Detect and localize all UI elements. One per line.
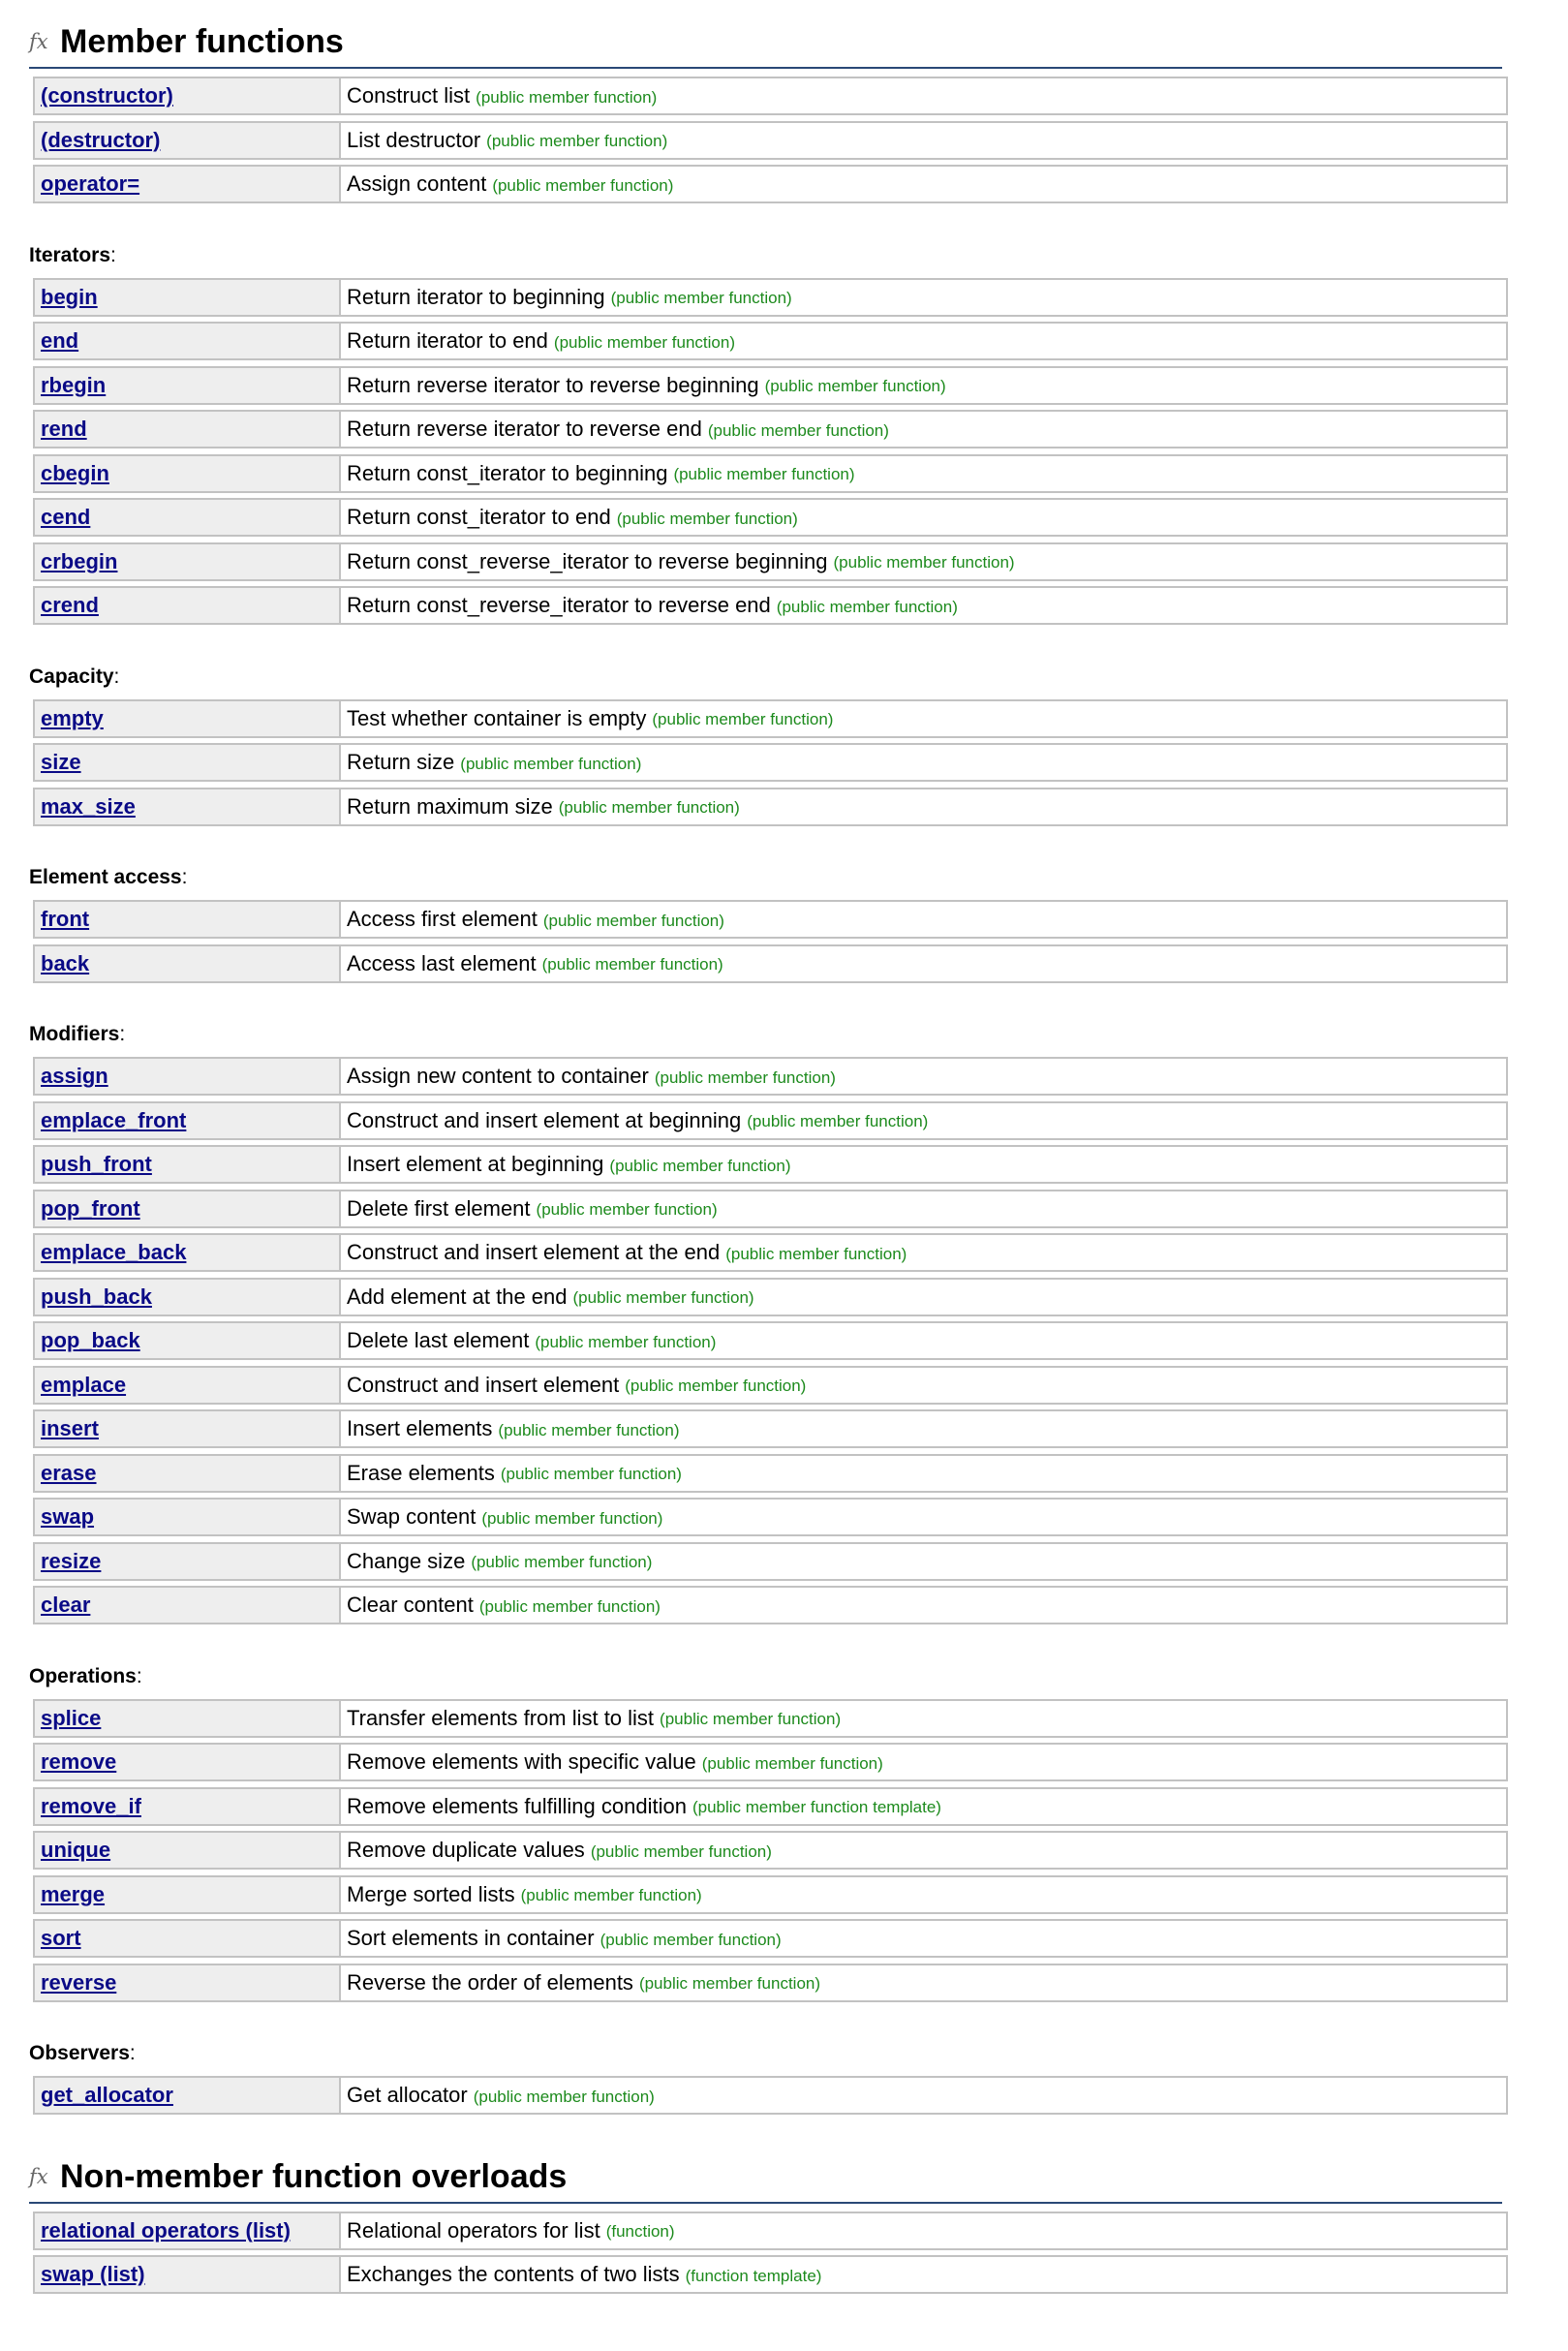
function-kind-note: (public member function) — [535, 1332, 717, 1351]
function-row — [33, 1498, 1508, 1536]
function-kind-note: (public member function) — [616, 509, 798, 528]
function-list — [33, 900, 1511, 983]
function-description-cell — [341, 1191, 1506, 1226]
function-list — [33, 1699, 1511, 2002]
function-kind-note: (public member function) — [652, 710, 834, 728]
heading-title: Member functions — [60, 23, 344, 60]
function-kind-note: (public member function) — [725, 1244, 907, 1263]
function-kind-note: (public member function) — [654, 1067, 836, 1087]
function-description: Swap content — [347, 1504, 477, 1529]
function-description-cell — [341, 2078, 1506, 2113]
heading-title: Non-member function overloads — [60, 2157, 568, 2195]
function-row — [33, 1409, 1508, 1448]
function-description: Relational operators for list — [347, 2217, 600, 2243]
function-description-cell — [341, 902, 1506, 937]
function-description: Construct list — [347, 83, 471, 108]
function-row — [33, 1233, 1508, 1272]
function-description: Assign content — [347, 171, 487, 196]
function-link[interactable]: push_front — [41, 1152, 152, 1176]
function-description-cell — [341, 167, 1506, 201]
function-row — [33, 1190, 1508, 1228]
function-kind-note: (public member function) — [541, 955, 723, 974]
group-label-text: Iterators — [29, 243, 111, 266]
function-list — [33, 699, 1511, 826]
function-kind-note: (public member function) — [473, 2087, 655, 2106]
group-label — [29, 1020, 1511, 1049]
group-label — [29, 241, 1511, 270]
function-name-cell — [35, 2213, 341, 2248]
function-link[interactable]: emplace — [41, 1372, 127, 1397]
function-description: Change size — [347, 1548, 466, 1573]
function-description: Merge sorted lists — [347, 1881, 515, 1906]
function-name-cell — [35, 78, 341, 113]
function-name-cell — [35, 588, 341, 623]
function-name-cell — [35, 1191, 341, 1226]
function-link[interactable]: back — [41, 950, 90, 975]
function-kind-note: (public member function) — [492, 175, 674, 195]
function-row — [33, 121, 1508, 160]
function-row — [33, 1542, 1508, 1581]
function-row — [33, 1787, 1508, 1826]
function-row — [33, 1101, 1508, 1140]
function-name-cell — [35, 745, 341, 780]
function-description-cell — [341, 745, 1506, 780]
function-kind-note: (public member function) — [486, 132, 668, 150]
function-row — [33, 699, 1508, 738]
function-kind-note: (public member function) — [590, 1841, 772, 1861]
group-label — [29, 863, 1511, 892]
function-kind-note: (public member function) — [476, 87, 658, 107]
function-description-cell — [341, 1323, 1506, 1358]
function-row — [33, 1145, 1508, 1184]
function-description-cell — [341, 280, 1506, 315]
function-description-cell — [341, 412, 1506, 447]
function-description: Return size — [347, 750, 455, 774]
member-functions-heading — [29, 22, 1502, 69]
function-kind-note: (function template) — [685, 2266, 822, 2285]
function-description: Construct and insert element at the end — [347, 1240, 721, 1264]
function-description-cell — [341, 1544, 1506, 1579]
function-description: Return iterator to beginning — [347, 284, 605, 309]
function-row — [33, 944, 1508, 983]
function-description-cell — [341, 1701, 1506, 1736]
function-link[interactable]: emplace_back — [41, 1240, 187, 1264]
group-label-colon: : — [136, 1664, 142, 1687]
function-link[interactable]: unique — [41, 1838, 111, 1862]
function-link[interactable]: cend — [41, 505, 91, 529]
function-link[interactable]: rend — [41, 417, 87, 441]
function-description: Return const_reverse_iterator to reverse beginning — [347, 548, 828, 573]
function-link[interactable]: relational operators (list) — [41, 2217, 291, 2243]
function-name-cell — [35, 324, 341, 358]
function-link[interactable]: erase — [41, 1460, 97, 1485]
function-kind-note: (public member function) — [542, 911, 724, 930]
group-label-colon: : — [129, 2042, 136, 2064]
function-kind-note: (public member function) — [610, 289, 792, 307]
function-link[interactable]: swap (list) — [41, 2262, 145, 2286]
function-link[interactable]: begin — [41, 284, 98, 309]
function-link[interactable]: size — [41, 750, 81, 774]
function-name-cell — [35, 1323, 341, 1358]
function-name-cell — [35, 1235, 341, 1270]
function-link[interactable]: remove — [41, 1749, 117, 1774]
function-name-cell — [35, 456, 341, 491]
function-kind-note: (public member function) — [553, 332, 735, 352]
function-link[interactable]: insert — [41, 1416, 99, 1440]
function-name-cell — [35, 280, 341, 315]
function-kind-note: (public member function) — [481, 1508, 663, 1528]
function-row — [33, 2255, 1508, 2294]
function-row — [33, 1964, 1508, 2002]
member-function-groups — [29, 77, 1511, 2115]
function-link[interactable]: swap — [41, 1504, 95, 1529]
function-row — [33, 1278, 1508, 1316]
function-description-cell — [341, 123, 1506, 158]
function-name-cell — [35, 1701, 341, 1736]
function-kind-note: (public member function) — [471, 1553, 653, 1571]
function-description: Access first element — [347, 907, 538, 931]
group-label-colon: : — [181, 866, 188, 888]
group-label — [29, 663, 1511, 692]
function-link[interactable]: empty — [41, 705, 104, 730]
function-row — [33, 586, 1508, 625]
function-description-cell — [341, 2213, 1506, 2248]
group-label-colon: : — [113, 665, 120, 688]
function-description-cell — [341, 1789, 1506, 1824]
function-description-cell — [341, 1921, 1506, 1956]
function-description: Return reverse iterator to reverse beginning — [347, 372, 759, 397]
function-description-cell — [341, 1745, 1506, 1779]
function-name-cell — [35, 1103, 341, 1138]
function-name-cell — [35, 1059, 341, 1094]
function-link[interactable]: front — [41, 907, 90, 931]
function-row — [33, 1586, 1508, 1624]
function-name-cell — [35, 1500, 341, 1534]
function-link[interactable]: pop_back — [41, 1328, 140, 1352]
function-list — [33, 1057, 1511, 1624]
function-name-cell — [35, 1411, 341, 1446]
function-description-cell — [341, 500, 1506, 535]
function-link[interactable]: emplace_front — [41, 1107, 187, 1132]
function-link[interactable]: remove_if — [41, 1793, 141, 1818]
function-name-cell — [35, 123, 341, 158]
function-row — [33, 1699, 1508, 1738]
function-description: Construct and insert element — [347, 1372, 620, 1397]
function-row — [33, 1454, 1508, 1493]
function-description-cell — [341, 1456, 1506, 1491]
function-kind-note: (public member function) — [536, 1200, 718, 1219]
function-description: List destructor — [347, 127, 481, 152]
function-kind-note: (public member function) — [701, 1753, 883, 1773]
function-kind-note: (public member function) — [572, 1288, 754, 1307]
function-row — [33, 2212, 1508, 2250]
function-link[interactable]: operator= — [41, 171, 140, 196]
function-row — [33, 1875, 1508, 1914]
function-kind-note: (public member function) — [520, 1886, 702, 1904]
function-description: Return const_iterator to beginning — [347, 460, 668, 485]
function-link[interactable]: (constructor) — [41, 83, 173, 108]
function-link[interactable]: reverse — [41, 1969, 117, 1995]
function-row — [33, 1831, 1508, 1870]
function-row — [33, 1366, 1508, 1405]
group-label-colon: : — [119, 1023, 126, 1045]
function-kind-note: (public member function) — [558, 798, 740, 817]
function-link[interactable]: crend — [41, 593, 99, 617]
function-link[interactable]: crbegin — [41, 548, 118, 573]
function-row — [33, 788, 1508, 826]
function-list — [33, 2076, 1511, 2115]
function-name-cell — [35, 1147, 341, 1182]
function-link[interactable]: rbegin — [41, 372, 107, 397]
function-link[interactable]: get_allocator — [41, 2083, 173, 2107]
function-kind-note: (public member function) — [660, 1710, 842, 1728]
function-name-cell — [35, 946, 341, 981]
function-description: Assign new content to container — [347, 1064, 649, 1088]
function-kind-note: (public member function) — [673, 465, 855, 483]
function-name-cell — [35, 1745, 341, 1779]
function-description-cell — [341, 78, 1506, 113]
function-description-cell — [341, 1833, 1506, 1868]
function-link[interactable]: cbegin — [41, 460, 109, 485]
function-name-cell — [35, 500, 341, 535]
function-row — [33, 454, 1508, 493]
function-description: Remove duplicate values — [347, 1838, 585, 1862]
group-label-text: Modifiers — [29, 1023, 120, 1045]
function-name-cell — [35, 2257, 341, 2292]
function-name-cell — [35, 1456, 341, 1491]
function-row — [33, 900, 1508, 939]
function-row — [33, 498, 1508, 537]
function-description: Insert elements — [347, 1416, 493, 1440]
non-member-function-list — [33, 2212, 1511, 2295]
function-name-cell — [35, 789, 341, 824]
function-kind-note: (public member function) — [500, 1465, 682, 1483]
function-row — [33, 322, 1508, 360]
function-description: Return const_iterator to end — [347, 505, 611, 529]
function-description-cell — [341, 324, 1506, 358]
group-label-text: Capacity — [29, 665, 114, 688]
function-description-cell — [341, 368, 1506, 403]
function-name-cell — [35, 1833, 341, 1868]
group-label-text: Observers — [29, 2042, 130, 2064]
function-name-cell — [35, 368, 341, 403]
function-description-cell — [341, 1368, 1506, 1403]
function-row — [33, 1919, 1508, 1958]
function-description: Test whether container is empty — [347, 705, 647, 730]
function-name-cell — [35, 1921, 341, 1956]
function-link[interactable]: sort — [41, 1926, 81, 1950]
function-description-cell — [341, 1280, 1506, 1315]
function-description: Erase elements — [347, 1460, 495, 1485]
function-row — [33, 278, 1508, 317]
function-row — [33, 366, 1508, 405]
function-description: Transfer elements from list to list — [347, 1705, 655, 1730]
function-name-cell — [35, 902, 341, 937]
function-description: Insert element at beginning — [347, 1152, 604, 1176]
function-link[interactable]: assign — [41, 1064, 108, 1088]
function-link[interactable]: merge — [41, 1881, 106, 1906]
group-label-text: Element access — [29, 866, 182, 888]
function-row — [33, 1057, 1508, 1096]
function-description: Sort elements in container — [347, 1926, 595, 1950]
function-kind-note: (public member function) — [460, 754, 642, 773]
function-kind-note: (public member function) — [625, 1377, 807, 1395]
function-kind-note: (function) — [605, 2222, 675, 2241]
function-link[interactable]: max_size — [41, 793, 136, 819]
function-description: Remove elements fulfilling condition — [347, 1793, 687, 1818]
function-row — [33, 743, 1508, 782]
function-name-cell — [35, 2078, 341, 2113]
function-description-cell — [341, 588, 1506, 623]
function-description: Exchanges the contents of two lists — [347, 2262, 680, 2286]
function-kind-note: (public member function) — [600, 1930, 782, 1949]
function-description-cell — [341, 1147, 1506, 1182]
function-name-cell — [35, 1965, 341, 2000]
function-description-cell — [341, 1103, 1506, 1138]
function-link[interactable]: clear — [41, 1593, 91, 1617]
function-link[interactable]: pop_front — [41, 1195, 140, 1221]
function-description: Clear content — [347, 1593, 474, 1617]
function-link[interactable]: splice — [41, 1705, 102, 1730]
function-kind-note: (public member function) — [478, 1596, 661, 1616]
function-row — [33, 2076, 1508, 2115]
group-label — [29, 1662, 1511, 1691]
function-name-cell — [35, 1877, 341, 1912]
function-description-cell — [341, 946, 1506, 981]
function-name-cell — [35, 701, 341, 736]
function-link[interactable]: push_back — [41, 1284, 152, 1309]
function-kind-note: (public member function) — [638, 1974, 821, 1993]
function-description: Get allocator — [347, 2083, 468, 2107]
function-description-cell — [341, 1411, 1506, 1446]
function-link[interactable]: resize — [41, 1548, 102, 1573]
function-description-cell — [341, 1235, 1506, 1270]
function-description-cell — [341, 1588, 1506, 1623]
function-row — [33, 410, 1508, 449]
function-description-cell — [341, 544, 1506, 579]
function-kind-note: (public member function) — [609, 1156, 791, 1175]
function-description: Access last element — [347, 950, 537, 975]
function-description: Return maximum size — [347, 793, 553, 819]
function-fx-icon: fx — [29, 30, 48, 53]
function-list — [33, 278, 1511, 626]
function-name-cell — [35, 1368, 341, 1403]
function-list — [33, 77, 1511, 203]
function-link[interactable]: (destructor) — [41, 127, 161, 152]
function-row — [33, 542, 1508, 581]
function-description: Remove elements with specific value — [347, 1749, 696, 1774]
function-description: Construct and insert element at beginning — [347, 1107, 742, 1132]
function-kind-note: (public member function) — [707, 420, 889, 440]
function-description-cell — [341, 456, 1506, 491]
function-name-cell — [35, 1280, 341, 1315]
function-kind-note: (public member function) — [776, 597, 958, 616]
function-description-cell — [341, 1965, 1506, 2000]
function-description-cell — [341, 789, 1506, 824]
function-row — [33, 77, 1508, 115]
function-name-cell — [35, 544, 341, 579]
group-label — [29, 2039, 1511, 2068]
function-description-cell — [341, 1500, 1506, 1534]
function-kind-note: (public member function) — [764, 377, 946, 395]
function-row — [33, 1743, 1508, 1781]
function-name-cell — [35, 412, 341, 447]
function-name-cell — [35, 1588, 341, 1623]
non-member-functions-heading — [29, 2157, 1502, 2204]
function-description: Return iterator to end — [347, 328, 548, 353]
function-row — [33, 165, 1508, 203]
function-description-cell — [341, 2257, 1506, 2292]
function-description-cell — [341, 1059, 1506, 1094]
function-description-cell — [341, 1877, 1506, 1912]
function-row — [33, 1321, 1508, 1360]
function-description: Return reverse iterator to reverse end — [347, 417, 702, 441]
function-description-cell — [341, 701, 1506, 736]
function-description: Add element at the end — [347, 1284, 568, 1309]
function-kind-note: (public member function) — [498, 1420, 680, 1439]
function-description: Delete first element — [347, 1195, 531, 1221]
group-label-colon: : — [110, 243, 116, 266]
function-description: Return const_reverse_iterator to reverse end — [347, 593, 771, 617]
function-link[interactable]: end — [41, 328, 79, 353]
function-name-cell — [35, 1544, 341, 1579]
function-fx-icon: fx — [29, 2164, 48, 2188]
function-kind-note: (public member function template) — [692, 1798, 941, 1816]
group-label-text: Operations — [29, 1664, 137, 1687]
function-name-cell — [35, 167, 341, 201]
function-name-cell — [35, 1789, 341, 1824]
function-description: Reverse the order of elements — [347, 1969, 633, 1995]
function-kind-note: (public member function) — [747, 1112, 929, 1130]
function-description: Delete last element — [347, 1328, 530, 1352]
function-kind-note: (public member function) — [833, 553, 1015, 572]
